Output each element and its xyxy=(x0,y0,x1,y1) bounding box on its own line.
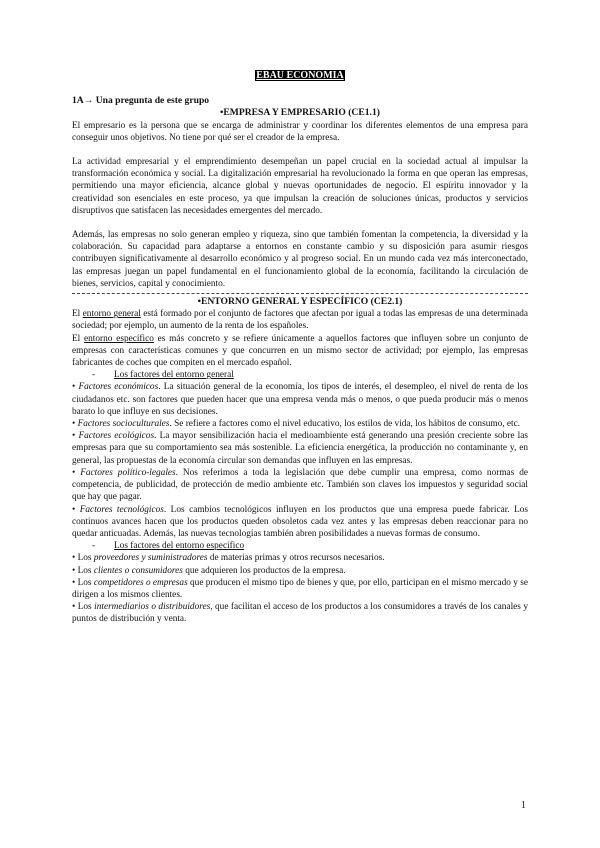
bullet: • xyxy=(72,467,76,478)
factor-term: Factores político-legales xyxy=(80,467,176,478)
factor-pre: Los xyxy=(77,565,94,576)
subheading-general: - Los factores del entorno general xyxy=(92,370,234,381)
bullet: • xyxy=(72,565,76,576)
document-title: EBAU ECONOMIA xyxy=(256,70,344,81)
paragraph-entorno-general: El entorno general está formado por el conjunto de factores que afectan por igual a todas las empresas de una determinada sociedad; por ejemplo, un aumento de la renta de los españoles. xyxy=(72,309,528,332)
factor-text: . La situación general de la economía, los tipos de interés, el desempleo, el nivel de renta de los ciudadanos etc. son factores que pueden hacer que una empresa venda más o menos, o que pueda producir más o menos barato lo que influye en sus decisiones. xyxy=(72,382,529,417)
factor-term: proveedores y suministradores xyxy=(93,553,208,564)
factor-pre: Los xyxy=(77,553,94,564)
factor-text: . Nos referimos a toda la legislación que debe cumplir una empresa, como normas de competencia, de publicidad, de protección de medio ambiente etc. También son claves los impuestos y seguridad social que hay que pagar. xyxy=(72,467,528,503)
factor-term: competidores o empresas xyxy=(93,577,188,588)
paragraph: La actividad empresarial y el emprendimiento desempeñan un papel crucial en la sociedad actual al impulsar la transformación económica y social. La digitalización empresarial ha revolucionado la forma en que operan las empresas, permitiendo una mayor eficiencia, alcance global y nuevas oportunidades de negocio. El espíritu innovador y la creatividad son esenciales en este proceso, ya que impulsan la creación de soluciones únicas, productos y servicios disruptivos que satisfacen las necesidades emergentes del mercado. xyxy=(72,157,528,216)
specific-factor-item xyxy=(72,565,528,577)
section-title-empresa: •EMPRESA Y EMPRESARIO (CE1.1) xyxy=(220,107,380,119)
general-factor-item xyxy=(72,418,528,430)
paragraph: Además, las empresas no solo generan empleo y riqueza, sino que también fomentan la competencia, la diversidad y la colaboración. Su capacidad para adaptarse a entornos en constante cambio y su disposición para asumir riesgos contribuyen significativamente al desarrollo económico y al progreso social. En un mundo cada vez más interconectado, las empresas juegan un papel fundamental en el funcionamiento global de la economía, facilitando la circulación de bienes, servicios, capital y conocimiento. xyxy=(72,230,528,289)
bullet: • xyxy=(72,553,76,564)
bullet: • xyxy=(72,419,76,430)
bullet: • xyxy=(72,431,76,442)
general-factor-item xyxy=(72,504,528,541)
factor-text: . Los cambios tecnológicos influyen en los productos que una empresa puede fabricar. Los continuos avances hacen que los productos queden obsoletos cada vez antes y las empresas deben reaccionar para no quedar anticuadas. Además, las nuevas tecnologías también abren posibilidades a nuevas formas de consumo. xyxy=(72,504,529,539)
factor-text: de materias primas y otros recursos necesarios. xyxy=(207,553,385,564)
document-page xyxy=(72,70,528,626)
factor-term: clientes o consumidores xyxy=(93,565,183,576)
group-heading: 1A→ Una pregunta de este grupo xyxy=(72,95,210,107)
factor-text: . La mayor sensibilización hacia el medioambiente está generando una presión creciente sobre las empresas para que su comportamiento sea más sostenible. La eficiencia energética, la producción no contaminante y, en general, las propuestas de la economía circular son demandas que influyen en las empresas. xyxy=(72,431,528,466)
specific-factors-list xyxy=(72,552,528,625)
subheading-specific: - Los factores del entorno específico xyxy=(92,541,245,552)
bullet: • xyxy=(72,382,76,393)
paragraph: El empresario es la persona que se encarga de administrar y coordinar los diferentes elementos de una empresa para conseguir unos objetivos. No tiene por qué ser el creador de la empresa. xyxy=(72,120,528,143)
paragraph-entorno-especifico: El entorno específico es más concreto y se refiere únicamente a aquellos factores que influyen sobre un conjunto de empresas con características comunes y que concurren en un mismo sector de actividad; por ejemplo, las empresas fabricantes de coches que compiten en el mercado español. xyxy=(72,333,528,369)
dashed-divider xyxy=(72,293,528,294)
general-factor-item xyxy=(72,430,528,467)
factor-term: Factores socioculturales xyxy=(77,419,170,430)
general-factor-item xyxy=(72,467,528,504)
factor-text: que producen el mismo tipo de bienes y que, por ello, participan en el mismo mercado y se dirigen a los mismos clientes. xyxy=(72,577,528,600)
factor-term: Factores económicos xyxy=(78,382,159,393)
factor-text: que adquieren los productos de la empresa. xyxy=(182,565,346,576)
factor-text: , que facilitan el acceso de los productos a los consumidores a través de los canales y puntos de distribución y venta. xyxy=(72,602,528,625)
bullet: • xyxy=(72,504,76,515)
general-factor-item xyxy=(72,381,528,418)
specific-factor-item xyxy=(72,601,528,625)
page-number: 1 xyxy=(521,800,526,811)
general-factors-list xyxy=(72,381,528,540)
factor-pre: Los xyxy=(77,602,95,613)
bullet: • xyxy=(72,577,76,588)
factor-text: . Se refiere a factores como el nivel educativo, los estilos de vida, los hábitos de consumo, etc. xyxy=(169,419,521,430)
factor-term: Factores ecológicos xyxy=(78,431,155,442)
specific-factor-item xyxy=(72,552,528,564)
factor-term: Factores tecnológicos xyxy=(79,504,164,515)
factor-term: intermediarios o distribuidores xyxy=(94,602,211,613)
specific-factor-item xyxy=(72,577,528,601)
factor-pre: Los xyxy=(77,577,94,588)
section-title-entorno: •ENTORNO GENERAL Y ESPECÍFICO (CE2.1) xyxy=(197,296,403,308)
bullet: • xyxy=(72,602,76,613)
